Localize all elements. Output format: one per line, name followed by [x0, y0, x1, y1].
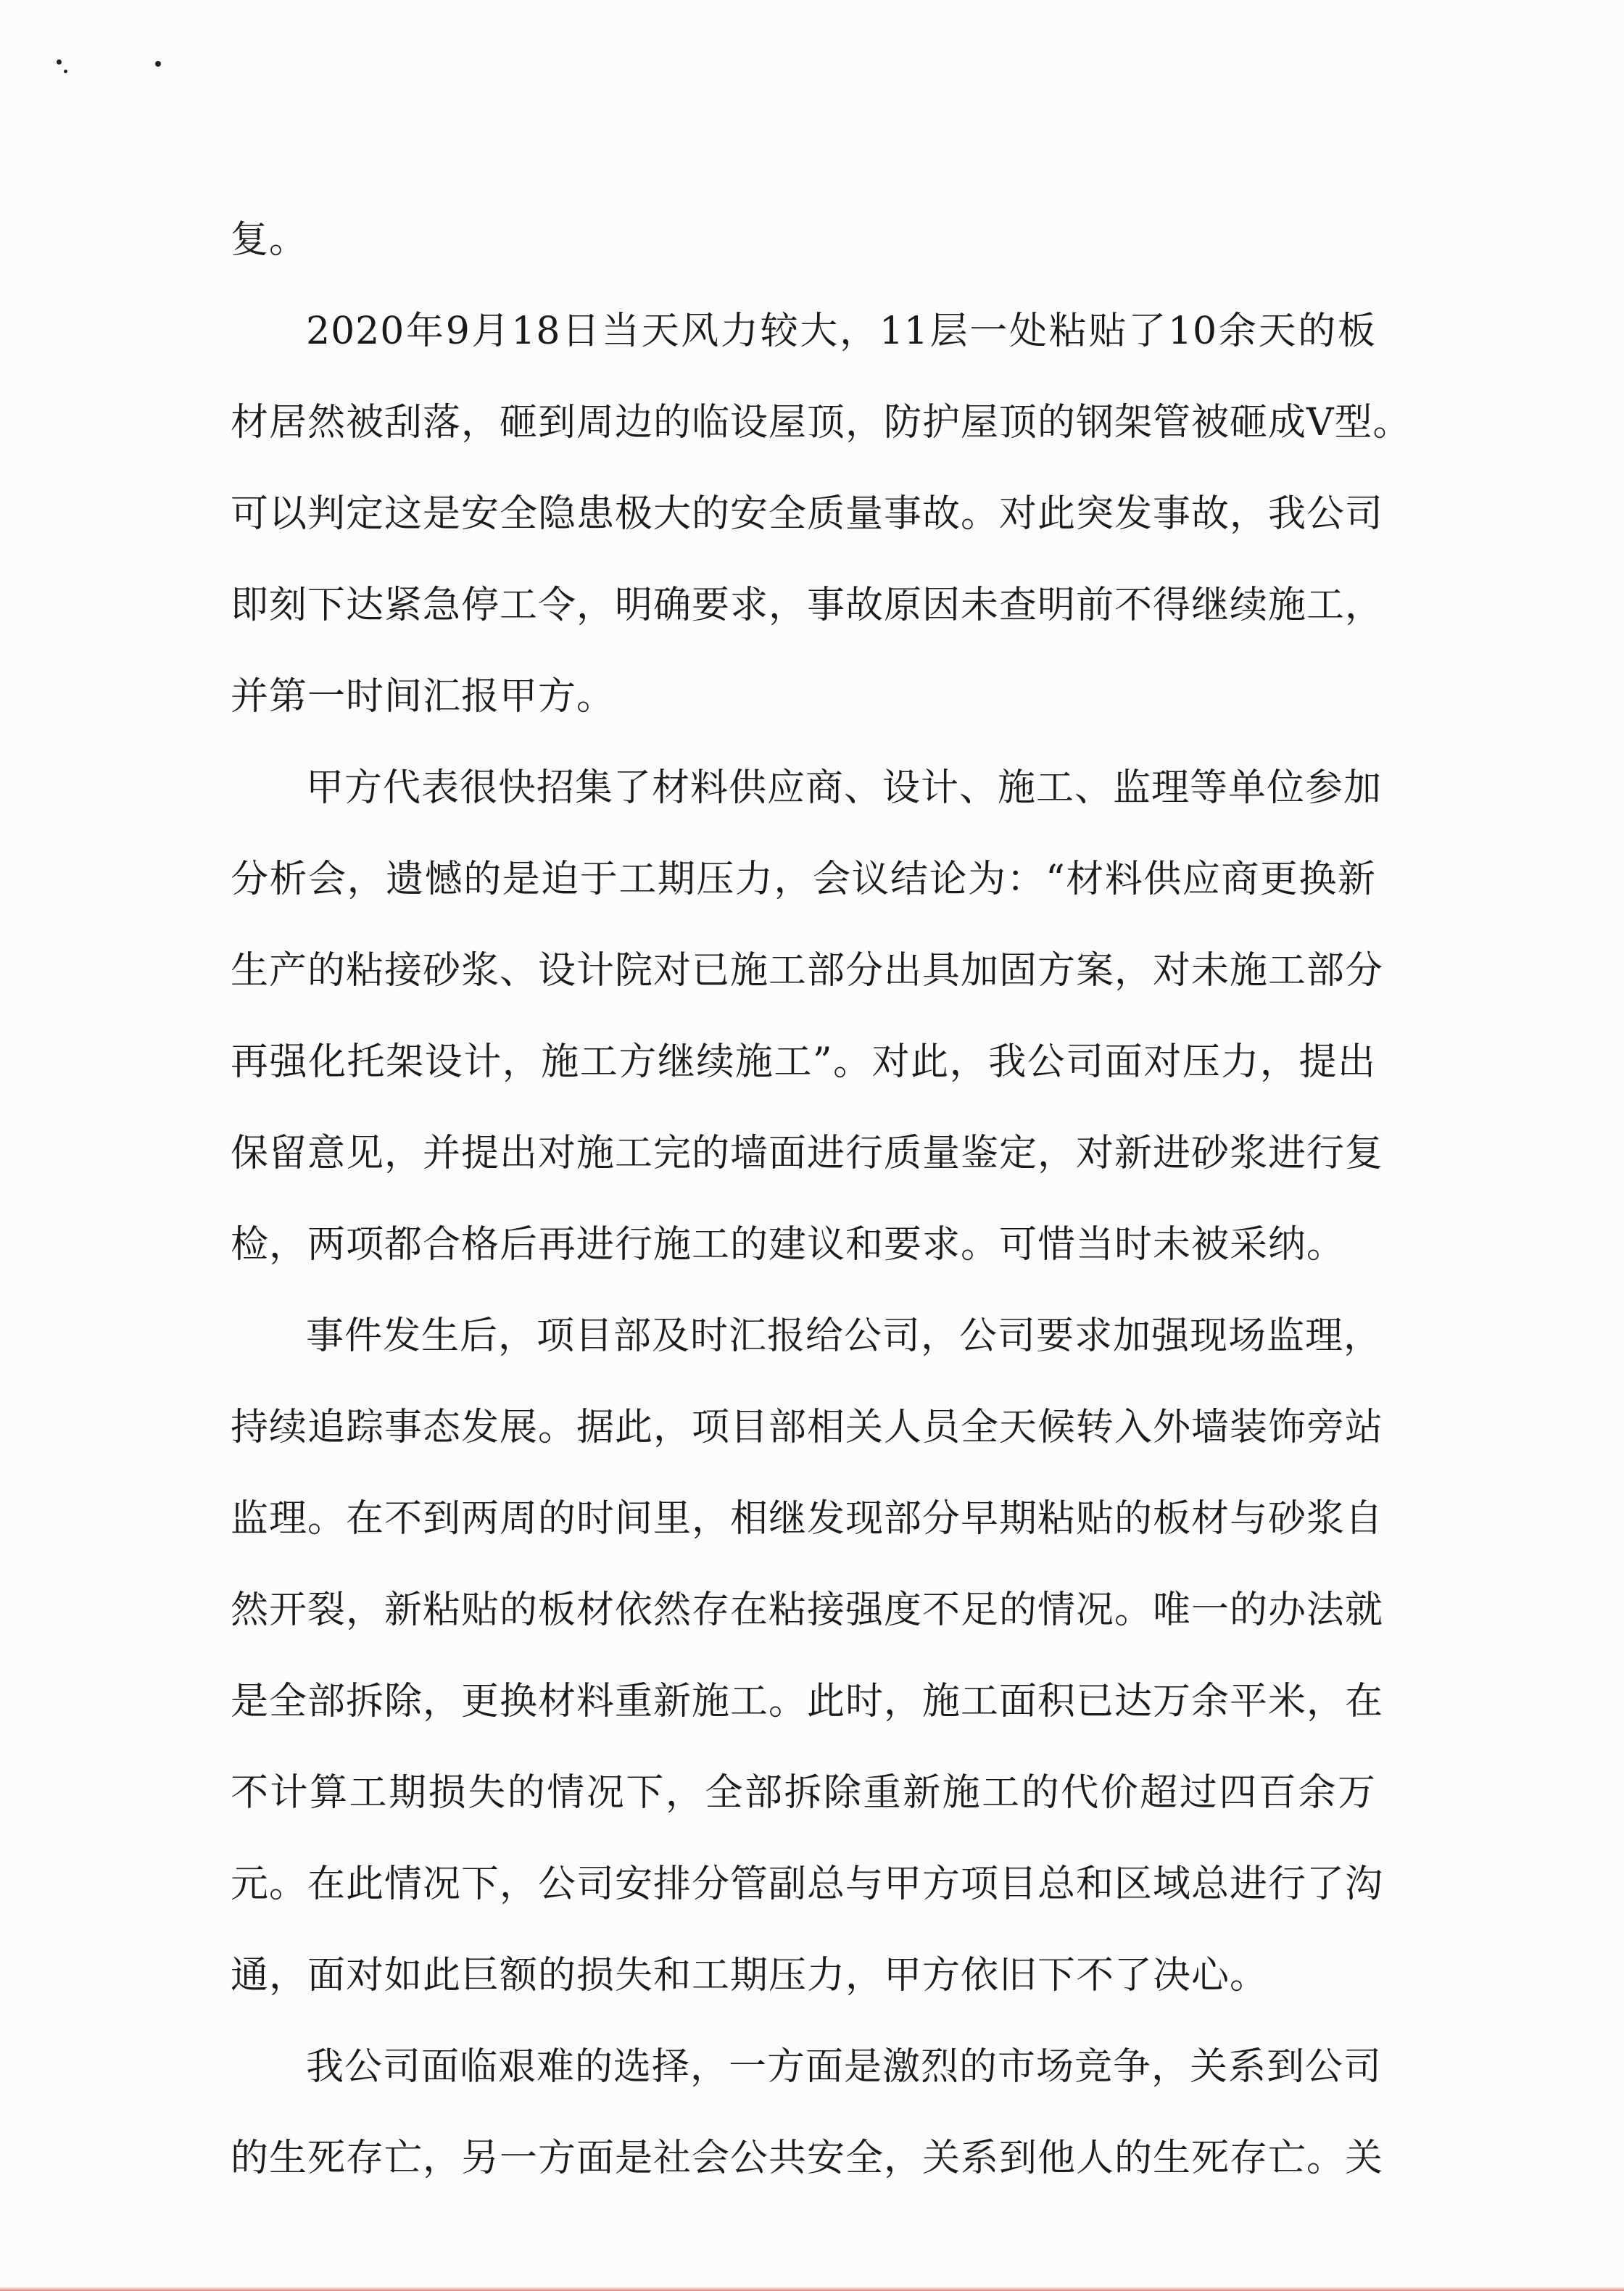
text-line: 我公司面临艰难的选择，一方面是激烈的市场竞争，关系到公司 [306, 2045, 1383, 2089]
text-line: 再强化托架设计，施工方继续施工”。对此，我公司面对压力，提出 [231, 1040, 1376, 1084]
text-line: 持续追踪事态发展。据此，项目部相关人员全天候转入外墙装饰旁站 [231, 1406, 1384, 1449]
body-text [231, 194, 1412, 2204]
text-line: 分析会，遗憾的是迫于工期压力，会议结论为：“材料供应商更换新 [231, 858, 1376, 901]
scan-speck [57, 59, 62, 65]
text-line: 不计算工期损失的情况下，全部拆除重新施工的代价超过四百余万 [231, 1771, 1376, 1815]
scan-speck [64, 70, 67, 73]
text-line: 事件发生后，项目部及时汇报给公司，公司要求加强现场监理， [306, 1314, 1383, 1358]
scan-bottom-edge [0, 2287, 1624, 2291]
text-line: 生产的粘接砂浆、设计院对已施工部分出具加固方案，对未施工部分 [231, 949, 1384, 993]
text-line: 复。 [231, 218, 308, 262]
text-line: 保留意见，并提出对施工完的墙面进行质量鉴定，对新进砂浆进行复 [231, 1132, 1384, 1175]
text-line: 材居然被刮落，砸到周边的临设屋顶，防护屋顶的钢架管被砸成V型。 [231, 401, 1412, 444]
text-line: 监理。在不到两周的时间里，相继发现部分早期粘贴的板材与砂浆自 [231, 1497, 1384, 1541]
text-line: 元。在此情况下，公司安排分管副总与甲方项目总和区域总进行了沟 [231, 1863, 1384, 1906]
scan-speck [155, 61, 161, 67]
text-line: 的生死存亡，另一方面是社会公共安全，关系到他人的生死存亡。关 [231, 2137, 1384, 2180]
text-line: 是全部拆除，更换材料重新施工。此时，施工面积已达万余平米，在 [231, 1680, 1384, 1723]
text-line: 然开裂，新粘贴的板材依然存在粘接强度不足的情况。唯一的办法就 [231, 1588, 1384, 1632]
text-line: 2020年9月18日当天风力较大，11层一处粘贴了10余天的板 [306, 310, 1376, 353]
text-line: 可以判定这是安全隐患极大的安全质量事故。对此突发事故，我公司 [231, 492, 1384, 536]
text-line: 甲方代表很快招集了材料供应商、设计、施工、监理等单位参加 [306, 766, 1383, 810]
text-line: 并第一时间汇报甲方。 [231, 675, 616, 718]
text-line: 检，两项都合格后再进行施工的建议和要求。可惜当时未被采纳。 [231, 1223, 1346, 1267]
text-line: 通，面对如此巨额的损失和工期压力，甲方依旧下不了决心。 [231, 1954, 1269, 1997]
text-line: 即刻下达紧急停工令，明确要求，事故原因未查明前不得继续施工， [231, 584, 1384, 627]
